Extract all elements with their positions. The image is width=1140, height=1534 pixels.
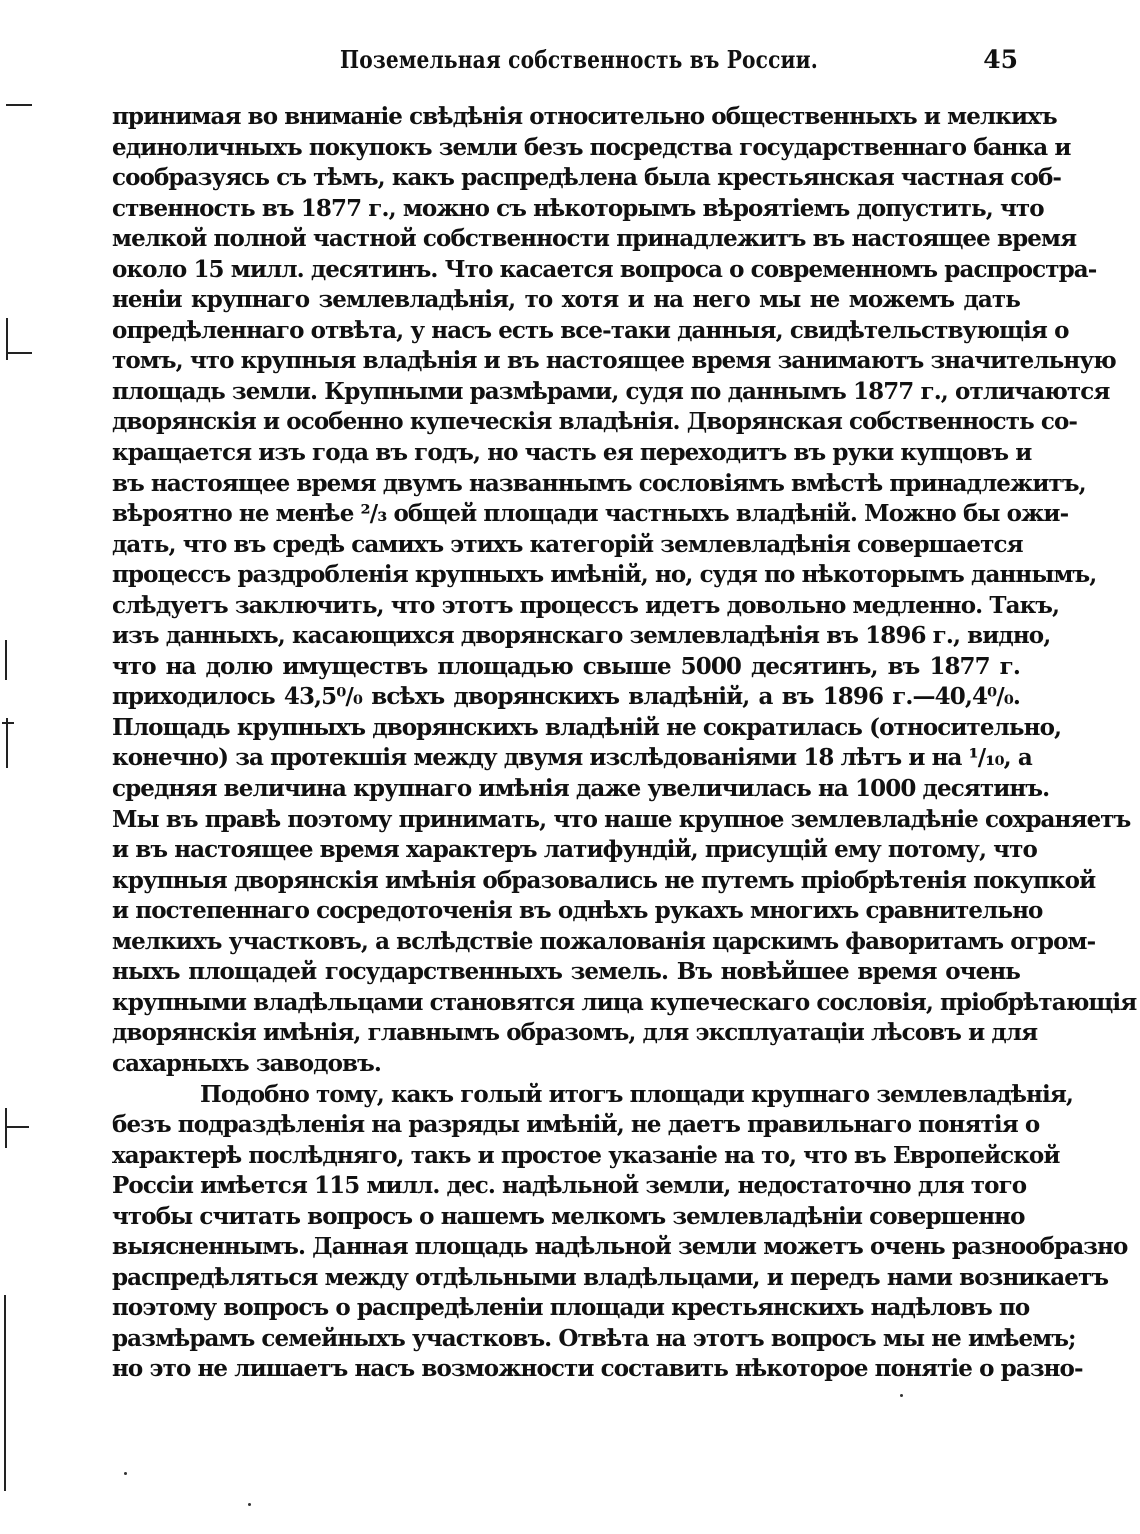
text-line: но это не лишаетъ насъ возможности составить нѣкоторое понятіе о разно- (112, 1355, 1083, 1383)
text-line: крупными владѣльцами становятся лица купеческаго сословія, пріобрѣтающія (112, 988, 1137, 1016)
text-line: и постепеннаго сосредоточенія въ однѣхъ рукахъ многихъ сравнительно (112, 897, 1043, 925)
margin-tick-4 (5, 1126, 29, 1128)
text-line: сообразуясь съ тѣмъ, какъ распредѣлена была крестьянская частная соб- (112, 164, 1062, 192)
text-line: конечно) за протекшія между двумя изслѣдованіями 18 лѣтъ и на ¹/₁₀, а (112, 744, 1032, 772)
text-line: Площадь крупныхъ дворянскихъ владѣній не сократилась (относительно, (112, 713, 1062, 741)
paragraph-1 (112, 102, 1137, 1080)
margin-rule-3 (6, 718, 8, 768)
margin-tick-2 (6, 352, 32, 354)
text-line: поэтому вопросъ о распредѣленіи площади крестьянскихъ надѣловъ по (112, 1294, 1030, 1322)
text-line: въ настоящее время двумъ названнымъ сословіямъ вмѣстѣ принадлежитъ, (112, 469, 1086, 497)
margin-rule-4 (5, 1108, 7, 1148)
text-line: ныхъ площадей государственныхъ земель. Въ новѣйшее время очень (112, 958, 1020, 986)
text-line: дворянскія и особенно купеческія владѣнія. Дворянская собственность со- (112, 408, 1078, 436)
text-line: неніи крупнаго землевладѣнія, то хотя и на него мы не можемъ дать (112, 286, 1020, 314)
text-line: мелкой полной частной собственности принадлежитъ въ настоящее время (112, 225, 1077, 253)
text-line: сахарныхъ заводовъ. (112, 1049, 381, 1077)
text-line: приходилось 43,5⁰/₀ всѣхъ дворянскихъ владѣній, а въ 1896 г.—40,4⁰/₀. (112, 683, 1020, 711)
text-line: принимая во вниманіе свѣдѣнія относительно общественныхъ и мелкихъ (112, 103, 1057, 130)
text-line: средняя величина крупнаго имѣнія даже увеличилась на 1000 десятинъ. (112, 775, 1050, 803)
text-line: крупныя дворянскія имѣнія образовались не путемъ пріобрѣтенія покупкой (112, 866, 1096, 894)
text-line: характерѣ послѣдняго, такъ и простое указаніе на то, что въ Европейской (112, 1141, 1060, 1169)
text-line: слѣдуетъ заключить, что этотъ процессъ идетъ довольно медленно. Такъ, (112, 591, 1060, 619)
page-number: 45 (983, 45, 1018, 74)
stray-dot-1 (124, 1472, 127, 1475)
running-header (112, 44, 1020, 80)
paragraph-2 (112, 1080, 1128, 1385)
text-line: что на долю имуществъ площадью свыше 5000 десятинъ, въ 1877 г. (112, 652, 1020, 680)
running-title: Поземельная собственность въ России. (340, 45, 818, 74)
margin-tick-3 (2, 722, 14, 724)
text-line: кращается изъ года въ годъ, но часть ея переходитъ въ руки купцовъ и (112, 439, 1032, 467)
margin-tick-1 (6, 104, 32, 106)
text-line: Подобно тому, какъ голый итогъ площади крупнаго землевладѣнія, (200, 1080, 1074, 1108)
text-line: Мы въ правѣ поэтому принимать, что наше крупное землевладѣніе сохраняетъ (112, 805, 1131, 833)
text-line: ственность въ 1877 г., можно съ нѣкоторымъ вѣроятіемъ допустить, что (112, 194, 1044, 222)
text-line: дворянскія имѣнія, главнымъ образомъ, для эксплуатаціи лѣсовъ и для (112, 1019, 1038, 1047)
text-line: площадь земли. Крупными размѣрами, судя по даннымъ 1877 г., отличаются (112, 377, 1110, 405)
margin-rule-2 (5, 640, 7, 680)
stray-dot-3 (900, 1394, 903, 1397)
text-line: безъ подраздѣленія на разряды имѣній, не даетъ правильнаго понятія о (112, 1111, 1040, 1139)
text-line: распредѣляться между отдѣльными владѣльцами, и передъ нами возникаетъ (112, 1263, 1109, 1291)
text-line: размѣрамъ семейныхъ участковъ. Отвѣта на этотъ вопросъ мы не имѣемъ; (112, 1324, 1076, 1352)
stray-dot-2 (248, 1503, 251, 1506)
text-line: выясненнымъ. Данная площадь надѣльной земли можетъ очень разнообразно (112, 1233, 1128, 1261)
text-line: мелкихъ участковъ, а вслѣдствіе пожалованія царскимъ фаворитамъ огром- (112, 927, 1096, 955)
text-line: Россіи имѣется 115 милл. дес. надѣльной земли, недостаточно для того (112, 1172, 1027, 1200)
text-line: чтобы считать вопросъ о нашемъ мелкомъ землевладѣніи совершенно (112, 1202, 1025, 1230)
text-line: и въ настоящее время характеръ латифундій, присущій ему потому, что (112, 836, 1037, 864)
body-text (112, 102, 1137, 1385)
text-line: дать, что въ средѣ самихъ этихъ категорій землевладѣнія совершается (112, 530, 1023, 558)
text-line: единоличныхъ покупокъ земли безъ посредства государственнаго банка и (112, 133, 1071, 161)
margin-rule-1 (6, 318, 8, 360)
text-line: изъ данныхъ, касающихся дворянскаго землевладѣнія въ 1896 г., видно, (112, 622, 1051, 650)
text-line: процессъ раздробленія крупныхъ имѣній, но, судя по нѣкоторымъ даннымъ, (112, 561, 1097, 589)
text-line: около 15 милл. десятинъ. Что касается вопроса о современномъ распростра- (112, 255, 1097, 283)
text-line: томъ, что крупныя владѣнія и въ настоящее время занимаютъ значительную (112, 347, 1116, 375)
margin-rule-5 (4, 1295, 6, 1491)
text-line: опредѣленнаго отвѣта, у насъ есть все-таки данныя, свидѣтельствующія о (112, 316, 1069, 344)
text-line: вѣроятно не менѣе ²/₃ общей площади частныхъ владѣній. Можно бы ожи- (112, 500, 1069, 528)
